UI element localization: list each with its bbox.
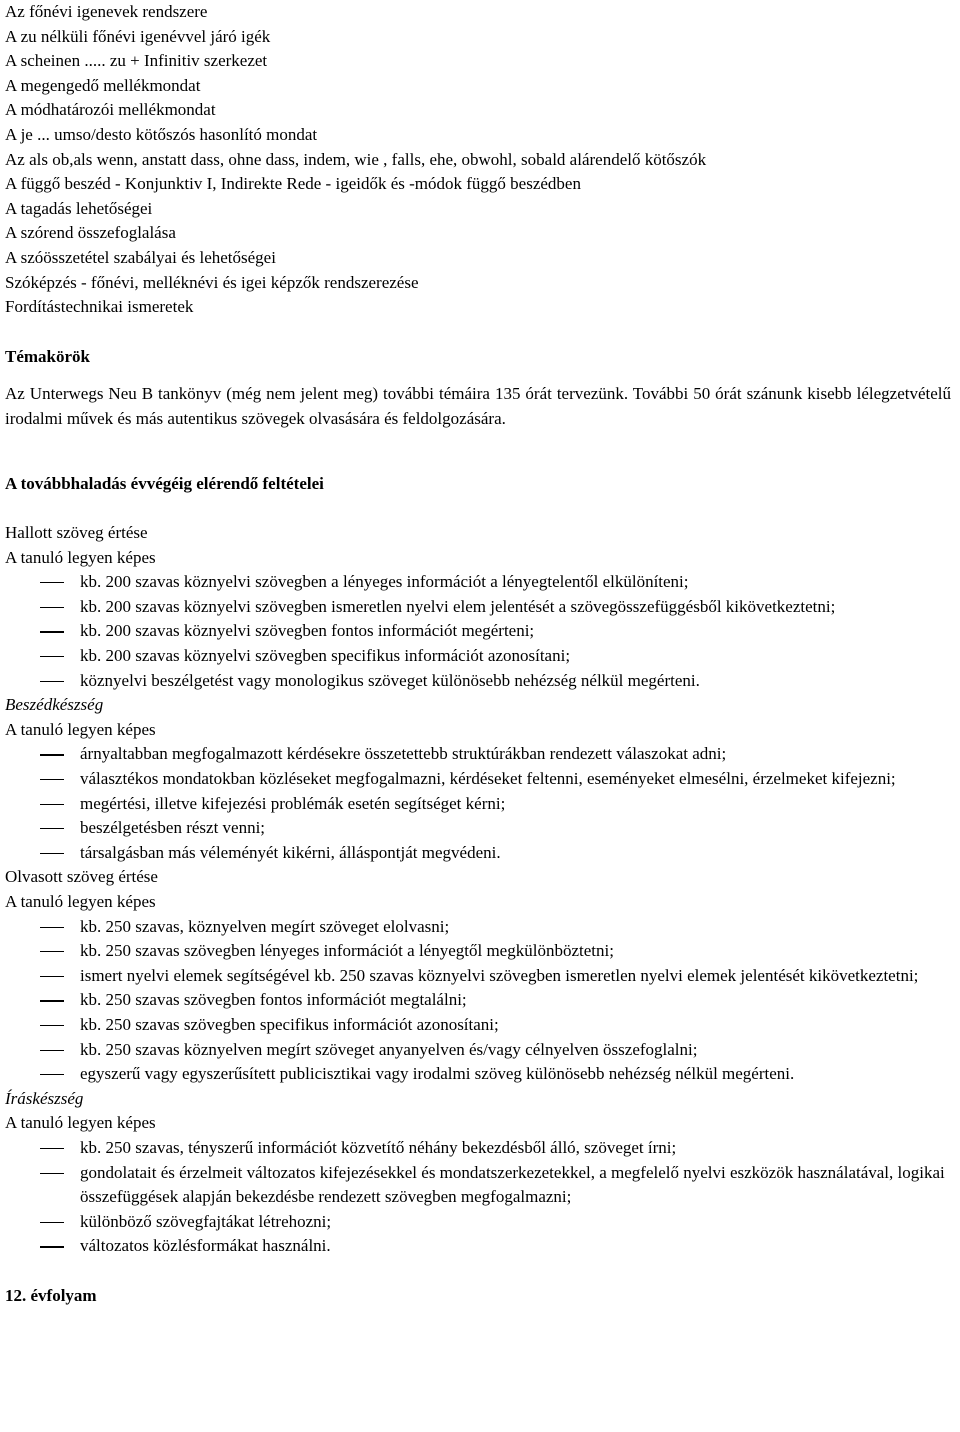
topic-line: Az als ob,als wenn, anstatt dass, ohne dass, indem, wie , falls, ehe, obwohl, sobald alárendelő kötőszók (5, 149, 707, 169)
list-item-text: változatos közlésformákat használni. (80, 1236, 331, 1256)
list-item (5, 988, 956, 1013)
list-item-text: kb. 200 szavas köznyelvi szövegben fontos információt megérteni; (80, 621, 535, 641)
spacer (5, 1259, 956, 1284)
list-item-text: társalgásban más véleményét kikérni, álláspontját megvédeni. (80, 842, 501, 862)
temakorok-paragraph: Az Unterwegs Neu B tankönyv (még nem jelent meg) további témáira 135 órát tervezünk. További 50 órát szánunk kisebb lélegzetvételű irodalmi művek és más autentikus szövegek olvasására és feldolgozására. (5, 384, 951, 428)
dash-bullet-icon (40, 804, 64, 805)
dash-bullet-icon (40, 1173, 64, 1174)
dash-bullet-icon (40, 1246, 64, 1247)
list-item (5, 570, 956, 595)
list-item-text: kb. 200 szavas köznyelvi szövegben a lényeges információt a lényegtelentől elkülöníteni; (80, 572, 689, 592)
dash-bullet-icon (40, 681, 64, 682)
section-writing (5, 1087, 956, 1259)
list-item-text: árnyaltabban megfogalmazott kérdésekre összetettebb struktúrákban rendezett válaszokat adni; (80, 744, 727, 764)
section-heading: Hallott szöveg értése (5, 523, 148, 543)
list-item-text: választékos mondatokban közléseket megfogalmazni, kérdéseket feltenni, eseményeket elmesélni, érzelmeket kifejezni; (80, 769, 896, 789)
dash-bullet-icon (40, 656, 64, 657)
list-item (5, 644, 956, 669)
topic-line: A függő beszéd - Konjunktiv I, Indirekte Rede - igeidők és -módok függő beszédben (5, 174, 581, 194)
dash-bullet-icon (40, 828, 64, 829)
dash-bullet-icon (40, 853, 64, 854)
section-speaking (5, 693, 956, 865)
list-item (5, 915, 956, 940)
list-item (5, 1210, 956, 1235)
list-item-text: kb. 200 szavas köznyelvi szövegben specifikus információt azonosítani; (80, 646, 571, 666)
list-item-text: kb. 250 szavas szövegben specifikus információt azonosítani; (80, 1014, 499, 1034)
topic-line: A tagadás lehetőségei (5, 198, 153, 218)
list-item-text: beszélgetésben részt venni; (80, 818, 266, 838)
requirement-list (5, 570, 956, 693)
topic-line: Szóképzés - főnévi, melléknévi és igei képzők rendszerezése (5, 272, 419, 292)
dash-bullet-icon (40, 779, 64, 780)
topics-list (5, 0, 956, 320)
topic-line: A módhatározói mellékmondat (5, 100, 216, 120)
topic-line: Az főnévi igenevek rendszere (5, 2, 208, 21)
list-item-text: kb. 250 szavas köznyelven megírt szöveget anyanyelven és/vagy célnyelven összefoglalni; (80, 1039, 698, 1059)
topic-line: A szóösszetétel szabályai és lehetőségei (5, 247, 276, 267)
spacer (5, 432, 956, 472)
list-item (5, 619, 956, 644)
list-item (5, 669, 956, 694)
list-item (5, 841, 956, 866)
dash-bullet-icon (40, 976, 64, 977)
topic-line: Fordítástechnikai ismeretek (5, 297, 194, 317)
list-item-text: kb. 200 szavas köznyelvi szövegben ismeretlen nyelvi elem jelentését a szövegösszefüggésből kikövetkeztetni; (80, 596, 836, 616)
dash-bullet-icon (40, 1148, 64, 1149)
dash-bullet-icon (40, 631, 64, 632)
dash-bullet-icon (40, 1000, 64, 1001)
section-heading: Beszédkészség (5, 695, 104, 715)
dash-bullet-icon (40, 754, 64, 755)
list-item (5, 1234, 956, 1259)
requirement-list (5, 915, 956, 1087)
list-item (5, 1038, 956, 1063)
requirements-heading: A továbbhaladás évvégéig elérendő feltételei (5, 473, 324, 493)
section-reading (5, 865, 956, 1086)
section-intro: A tanuló legyen képes (5, 547, 156, 567)
list-item (5, 964, 956, 989)
dash-bullet-icon (40, 582, 64, 583)
section-listening (5, 521, 956, 693)
list-item-text: köznyelvi beszélgetést vagy monologikus szöveget különösebb nehézség nélkül megérteni. (80, 670, 700, 690)
temakorok-heading: Témakörök (5, 346, 90, 366)
spacer (5, 496, 956, 521)
dash-bullet-icon (40, 927, 64, 928)
list-item (5, 816, 956, 841)
list-item-text: megértési, illetve kifejezési problémák esetén segítséget kérni; (80, 793, 506, 813)
list-item-text: kb. 250 szavas, tényszerű információt közvetítő néhány bekezdésből álló, szöveget írni; (80, 1137, 677, 1157)
topic-line: A je ... umso/desto kötőszós hasonlító mondat (5, 124, 318, 144)
grade-heading: 12. évfolyam (5, 1285, 97, 1305)
dash-bullet-icon (40, 1025, 64, 1026)
dash-bullet-icon (40, 1074, 64, 1075)
list-item-text: kb. 250 szavas, köznyelven megírt szöveget elolvasni; (80, 916, 450, 936)
requirement-list (5, 1136, 956, 1259)
spacer (5, 369, 956, 382)
topic-line: A scheinen ..... zu + Infinitiv szerkezet (5, 51, 268, 71)
list-item-text: kb. 250 szavas szövegben fontos információt megtalálni; (80, 990, 467, 1010)
topic-line: A zu nélküli főnévi igenévvel járó igék (5, 26, 271, 46)
dash-bullet-icon (40, 1050, 64, 1051)
topic-line: A szórend összefoglalása (5, 223, 176, 243)
list-item (5, 939, 956, 964)
spacer (5, 320, 956, 345)
list-item-text: ismert nyelvi elemek segítségével kb. 250 szavas köznyelvi szövegben ismeretlen nyelvi elemek jelentését kikövetkeztetni; (80, 965, 919, 985)
topic-line: A megengedő mellékmondat (5, 75, 201, 95)
list-item (5, 1013, 956, 1038)
dash-bullet-icon (40, 1222, 64, 1223)
section-heading: Íráskészség (5, 1088, 84, 1108)
section-intro: A tanuló legyen képes (5, 1113, 156, 1133)
list-item (5, 792, 956, 817)
list-item-text: gondolatait és érzelmeit változatos kifejezésekkel és mondatszerkezetekkel, a megfelelő nyelvi eszközök használatával, logikai összefüggések alapján bekezdésbe rendezett szövegben megfogalmazni; (80, 1162, 945, 1207)
section-intro: A tanuló legyen képes (5, 719, 156, 739)
list-item-text: különböző szövegfajtákat létrehozni; (80, 1211, 332, 1231)
list-item (5, 1161, 956, 1210)
list-item (5, 1136, 956, 1161)
requirement-list (5, 742, 956, 865)
list-item-text: egyszerű vagy egyszerűsített publicisztikai vagy irodalmi szöveg különösebb nehézség nélkül megérteni. (80, 1064, 795, 1084)
dash-bullet-icon (40, 607, 64, 608)
section-intro: A tanuló legyen képes (5, 892, 156, 911)
list-item (5, 1062, 956, 1087)
list-item (5, 767, 956, 792)
dash-bullet-icon (40, 951, 64, 952)
list-item-text: kb. 250 szavas szövegben lényeges információt a lényegtől megkülönböztetni; (80, 941, 614, 961)
list-item (5, 742, 956, 767)
section-heading: Olvasott szöveg értése (5, 867, 158, 887)
list-item (5, 595, 956, 620)
